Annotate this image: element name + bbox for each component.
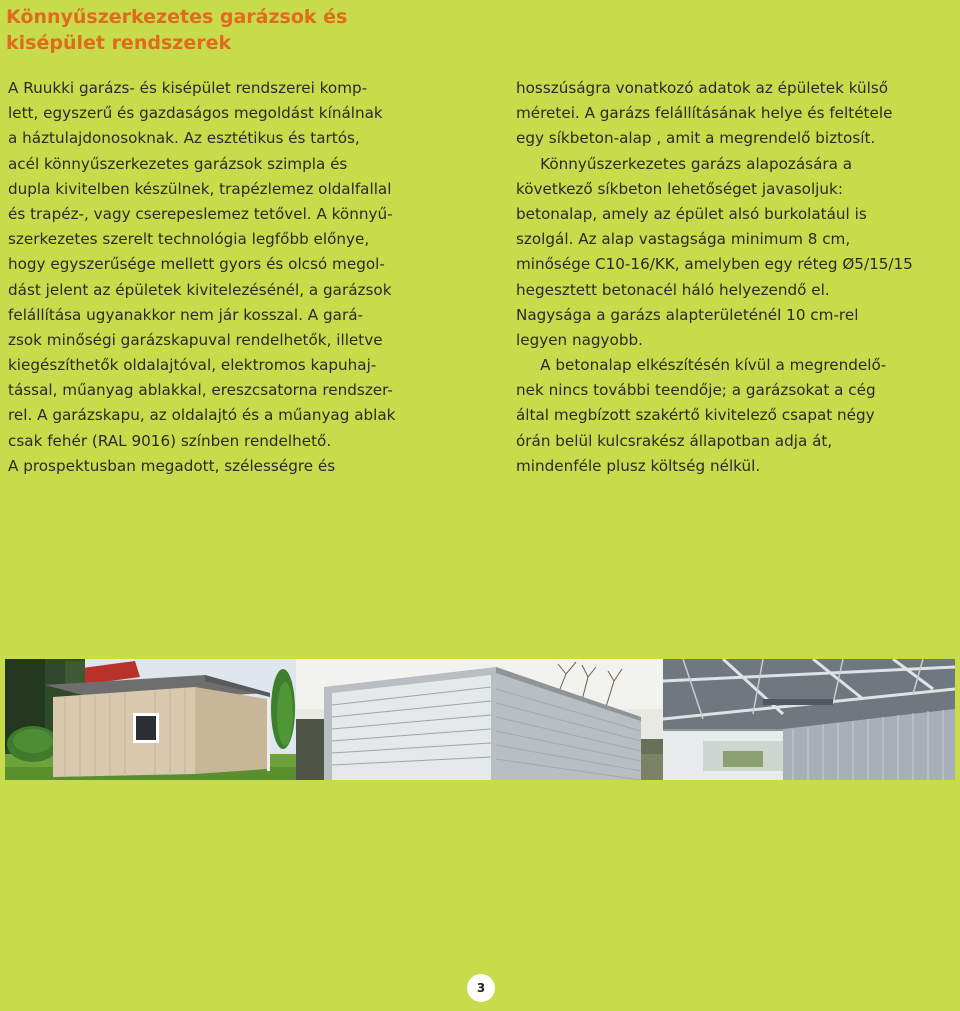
text-line: hegesztett betonacél háló helyezendő el.: [516, 280, 830, 299]
garage-exterior-photo: [5, 659, 296, 780]
text-line: A betonalap elkészítésén kívül a megrendelő-: [516, 356, 887, 375]
text-line: legyen nagyobb.: [516, 330, 643, 349]
page-title-line-2: kisépület rendszerek: [6, 32, 232, 54]
text-line: rel. A garázskapu, az oldalajtó és a műanyag ablak: [8, 406, 396, 425]
page-title: [6, 4, 347, 56]
page-number: 3: [467, 974, 495, 1002]
text-line: dást jelent az épületek kivitelezésénél, a garázsok: [8, 280, 392, 299]
text-line: betonalap, amely az épület alsó burkolatául is: [516, 204, 867, 223]
text-line: lett, egyszerű és gazdaságos megoldást kínálnak: [8, 104, 383, 123]
text-line: szolgál. Az alap vastagsága minimum 8 cm,: [516, 230, 851, 249]
text-line: A prospektusban megadott, szélességre és: [8, 456, 336, 475]
right-text-column: [516, 76, 946, 479]
text-line: a háztulajdonosoknak. Az esztétikus és tartós,: [8, 129, 360, 148]
text-line: tással, műanyag ablakkal, ereszcsatorna rendszer-: [8, 381, 393, 400]
text-line: Nagysága a garázs alapterületénél 10 cm-rel: [516, 305, 859, 324]
text-line: csak fehér (RAL 9016) színben rendelhető.: [8, 431, 332, 450]
text-line: által megbízott szakértő kivitelező csapat négy: [516, 406, 875, 425]
left-text-column: [8, 76, 448, 479]
text-line: acél könnyűszerkezetes garázsok szimpla és: [8, 154, 348, 173]
text-line: órán belül kulcsrakész állapotban adja át,: [516, 431, 833, 450]
page-title-line-1: Könnyűszerkezetes garázsok és: [6, 6, 348, 28]
text-line: egy síkbeton-alap , amit a megrendelő biztosít.: [516, 129, 876, 148]
text-line: mindenféle plusz költség nélkül.: [516, 456, 761, 475]
text-line: felállítása ugyanakkor nem jár kosszal. A gará-: [8, 305, 363, 324]
text-line: hosszúságra vonatkozó adatok az épületek külső: [516, 79, 889, 97]
text-line: következő síkbeton lehetőséget javasoljuk:: [516, 179, 843, 198]
text-line: méretei. A garázs felállításának helye és feltétele: [516, 104, 893, 123]
garage-interior-photo: [663, 659, 955, 780]
text-line: és trapéz-, vagy cserepeslemez tetővel. A könnyű-: [8, 204, 393, 223]
garage-door-photo: [296, 659, 663, 780]
text-line: dupla kivitelben készülnek, trapézlemez oldalfallal: [8, 179, 392, 198]
text-line: kiegészíthetők oldalajtóval, elektromos kapuhaj-: [8, 356, 377, 375]
text-line: hogy egyszerűsége mellett gyors és olcsó megol-: [8, 255, 385, 274]
text-line: A Ruukki garázs- és kisépület rendszerei komp-: [8, 79, 368, 97]
text-line: zsok minőségi garázskapuval rendelhetők, illetve: [8, 330, 383, 349]
photo-strip: [5, 659, 955, 780]
text-line: Könnyűszerkezetes garázs alapozására a: [516, 154, 853, 173]
text-line: szerkezetes szerelt technológia legfőbb előnye,: [8, 230, 370, 249]
text-line: nek nincs további teendője; a garázsokat a cég: [516, 381, 876, 400]
text-line: minősége C10-16/KK, amelyben egy réteg Ø5/15/15: [516, 255, 913, 274]
